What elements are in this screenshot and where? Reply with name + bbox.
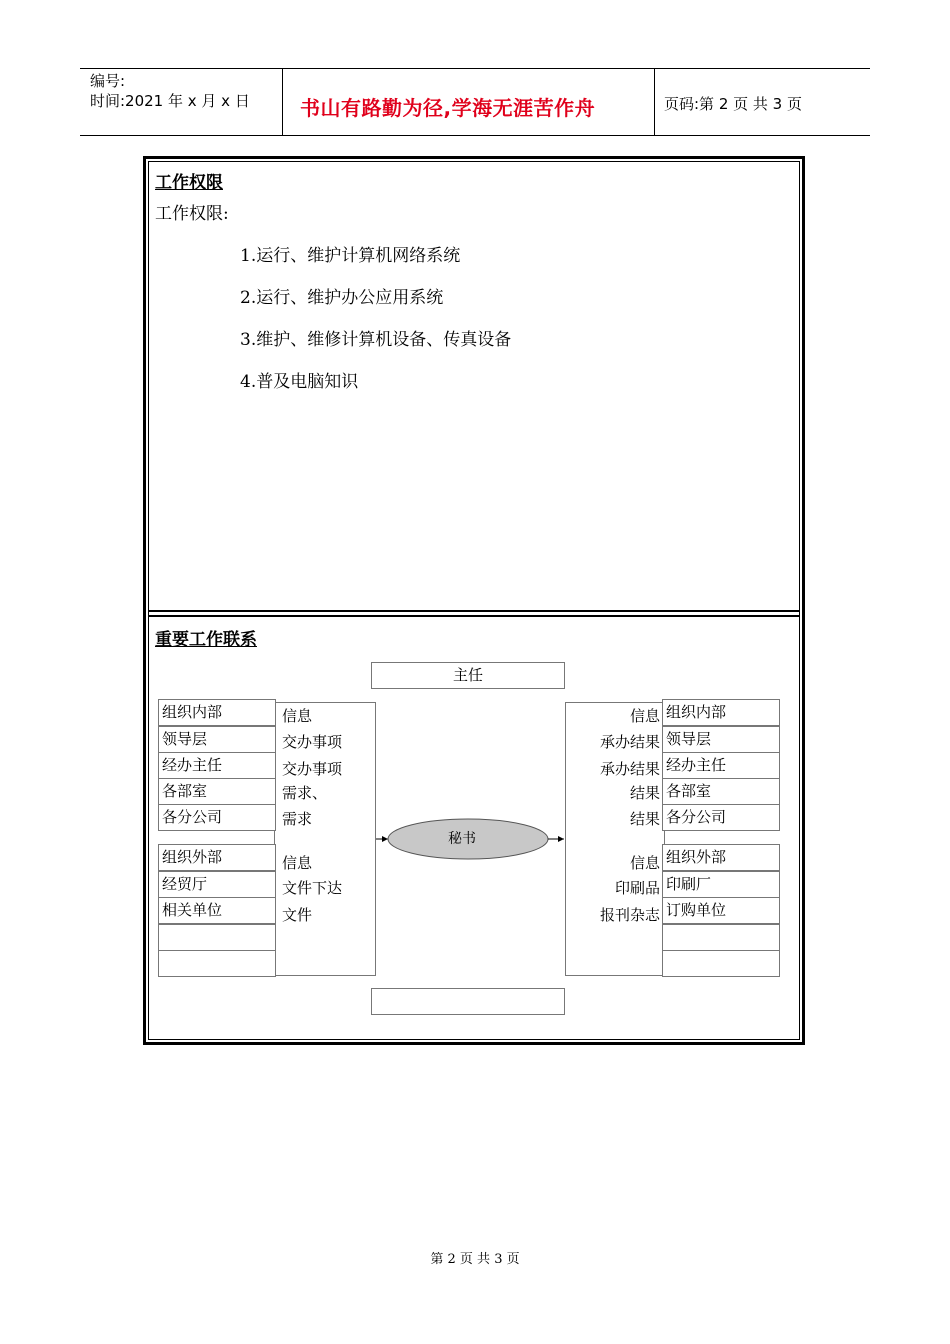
- left-external-cell: 相关单位: [158, 897, 276, 924]
- footer-page-number: 第 2 页 共 3 页: [430, 1252, 520, 1267]
- right-internal-cell: 各部室: [662, 778, 780, 805]
- left-external-flow-label: 信息: [282, 854, 313, 872]
- secretary-label: 秘书: [448, 831, 476, 847]
- left-internal-cell: 组织内部: [158, 699, 276, 726]
- authority-item-4: 4.普及电脑知识: [240, 372, 359, 392]
- right-external-cell: 组织外部: [662, 844, 780, 871]
- authority-item-3: 3.维护、维修计算机设备、传真设备: [240, 330, 512, 350]
- right-internal-cell: 领导层: [662, 726, 780, 753]
- header-time-label: 时间:2021 年 x 月 x 日: [90, 92, 250, 110]
- section-separator-bottom: [148, 615, 800, 617]
- left-internal-flow-label: 交办事项: [282, 760, 343, 778]
- header-number-label: 编号:: [90, 72, 126, 90]
- section-separator-top: [148, 610, 800, 612]
- right-internal-flow-label: 承办结果: [599, 760, 660, 778]
- authority-section-title: 工作权限: [155, 173, 223, 193]
- left-internal-flow-label: 需求、: [282, 784, 328, 802]
- right-internal-cell: 组织内部: [662, 699, 780, 726]
- left-external-flow-label: 文件下达: [282, 879, 343, 897]
- left-internal-flow-label: 信息: [282, 707, 313, 725]
- header-page-info: 页码:第 2 页 共 3 页: [664, 95, 802, 113]
- right-internal-flow-label: 信息: [629, 707, 660, 725]
- right-external-cell: [662, 924, 780, 951]
- authority-item-1: 1.运行、维护计算机网络系统: [240, 246, 461, 266]
- authority-intro: 工作权限:: [155, 204, 229, 224]
- right-internal-flow-label: 结果: [629, 810, 660, 828]
- left-internal-cell: 领导层: [158, 726, 276, 753]
- right-arrow-head: [558, 836, 564, 842]
- header-divider-right: [654, 68, 655, 136]
- left-external-cell: 组织外部: [158, 844, 276, 871]
- header-motto: 书山有路勤为径,学海无涯苦作舟: [300, 96, 596, 120]
- right-internal-cell: 经办主任: [662, 752, 780, 779]
- right-external-cell: 印刷厂: [662, 871, 780, 898]
- authority-item-2: 2.运行、维护办公应用系统: [240, 288, 444, 308]
- right-external-cell: 订购单位: [662, 897, 780, 924]
- header-bottom-rule: [80, 135, 870, 136]
- header-divider-left: [282, 68, 283, 136]
- relations-section-title: 重要工作联系: [155, 630, 257, 650]
- left-internal-cell: 各部室: [158, 778, 276, 805]
- left-internal-cell: 各分公司: [158, 804, 276, 831]
- supervisor-box: 主任: [371, 662, 565, 689]
- right-external-flow-label: 报刊杂志: [599, 906, 660, 924]
- left-internal-flow-label: 交办事项: [282, 733, 343, 751]
- right-internal-flow-label: 结果: [629, 784, 660, 802]
- left-internal-flow-label: 需求: [282, 810, 313, 828]
- right-external-flow-label: 信息: [629, 854, 660, 872]
- left-arrow-head: [382, 836, 388, 842]
- header-top-rule: [80, 68, 870, 69]
- left-external-cell: 经贸厅: [158, 871, 276, 898]
- right-internal-cell: 各分公司: [662, 804, 780, 831]
- left-external-flow-label: 文件: [282, 906, 313, 924]
- left-external-cell: [158, 924, 276, 951]
- right-internal-flow-label: 承办结果: [599, 733, 660, 751]
- right-external-flow-label: 印刷品: [614, 879, 660, 897]
- bottom-empty-box: [371, 988, 565, 1015]
- right-external-cell: [662, 950, 780, 977]
- left-external-cell: [158, 950, 276, 977]
- left-internal-cell: 经办主任: [158, 752, 276, 779]
